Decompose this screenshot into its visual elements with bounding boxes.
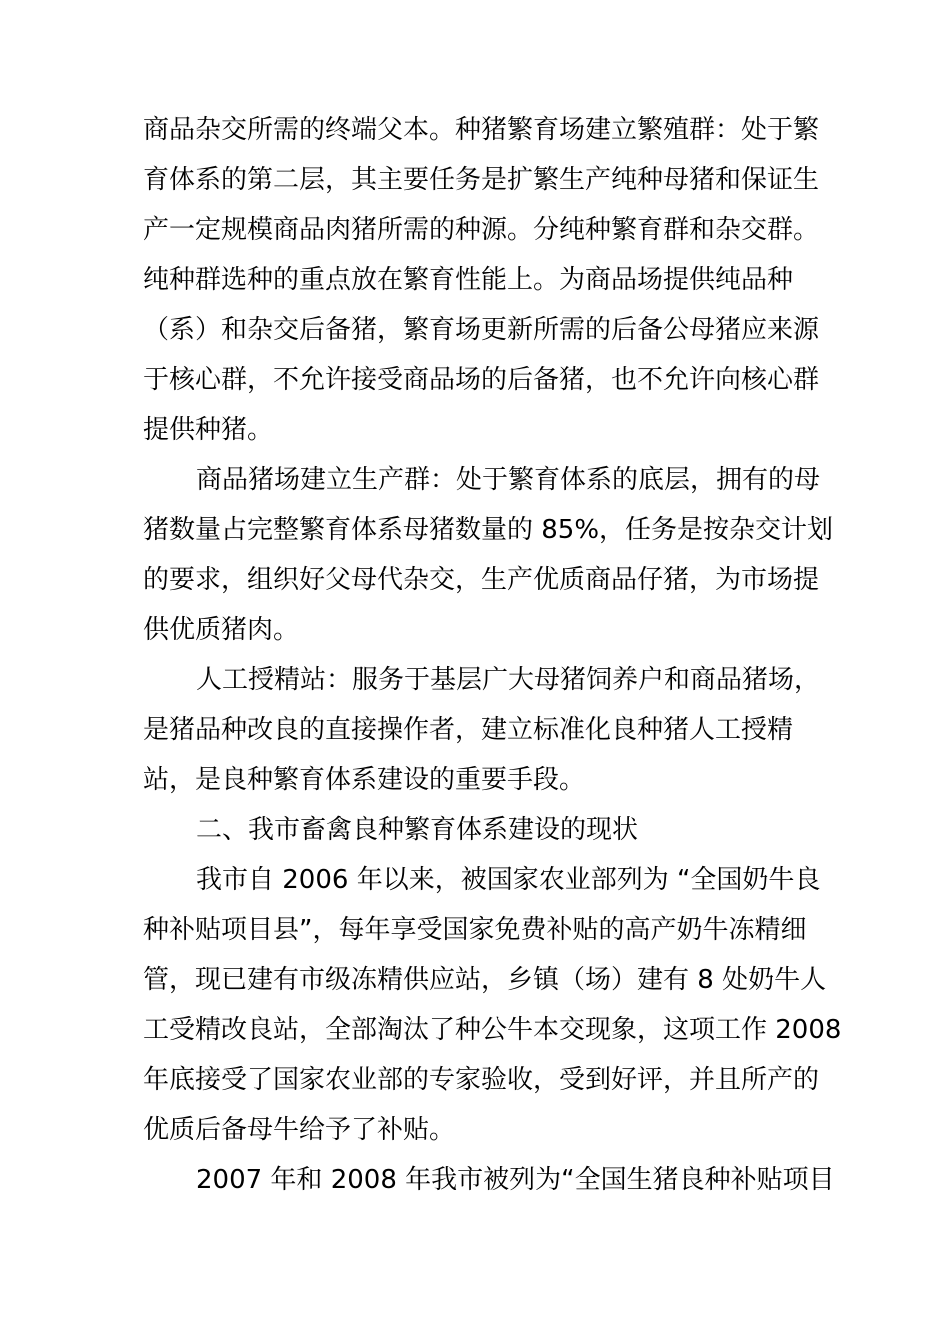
text-line bbox=[0, 1105, 950, 1155]
section-heading bbox=[0, 805, 950, 855]
line-text: 商品猪场建立生产群：处于繁育体系的底层，拥有的母 bbox=[196, 465, 821, 495]
text-line bbox=[0, 905, 950, 955]
text-line bbox=[0, 605, 950, 655]
line-text: 提供种猪。 bbox=[143, 415, 274, 445]
line-text: 产一定规模商品肉猪所需的种源。分纯种繁育群和杂交群。 bbox=[143, 215, 820, 245]
line-text: 种补贴项目县”，每年享受国家免费补贴的高产奶牛冻精细 bbox=[143, 915, 807, 945]
text-line bbox=[0, 1155, 950, 1205]
line-text: 供优质猪肉。 bbox=[143, 615, 300, 645]
text-line bbox=[0, 555, 950, 605]
line-text: 是猪品种改良的直接操作者，建立标准化良种猪人工授精 bbox=[143, 715, 794, 745]
line-text: 人工授精站：服务于基层广大母猪饲养户和商品猪场， bbox=[196, 665, 821, 695]
line-text: 于核心群，不允许接受商品场的后备猪，也不允许向核心群 bbox=[143, 365, 820, 395]
text-line bbox=[0, 455, 950, 505]
line-text: 工受精改良站，全部淘汰了种公牛本交现象，这项工作 2008 bbox=[143, 1015, 842, 1045]
line-text: 猪数量占完整繁育体系母猪数量的 85%，任务是按杂交计划 bbox=[143, 515, 834, 545]
line-text: 年底接受了国家农业部的专家验收，受到好评，并且所产的 bbox=[143, 1065, 820, 1095]
text-line bbox=[0, 355, 950, 405]
line-text: 优质后备母牛给予了补贴。 bbox=[143, 1115, 456, 1145]
text-line bbox=[0, 205, 950, 255]
text-line bbox=[0, 755, 950, 805]
text-line bbox=[0, 855, 950, 905]
text-line bbox=[0, 105, 950, 155]
text-line bbox=[0, 155, 950, 205]
text-line bbox=[0, 305, 950, 355]
line-text: 商品杂交所需的终端父本。种猪繁育场建立繁殖群：处于繁 bbox=[143, 115, 820, 145]
line-text: 纯种群选种的重点放在繁育性能上。为商品场提供纯品种 bbox=[143, 265, 794, 295]
text-line bbox=[0, 1055, 950, 1105]
line-text: 的要求，组织好父母代杂交，生产优质商品仔猪，为市场提 bbox=[143, 565, 820, 595]
text-line bbox=[0, 705, 950, 755]
line-text: 站，是良种繁育体系建设的重要手段。 bbox=[143, 765, 586, 795]
text-line bbox=[0, 505, 950, 555]
text-line bbox=[0, 955, 950, 1005]
text-line bbox=[0, 655, 950, 705]
line-text: 育体系的第二层，其主要任务是扩繁生产纯种母猪和保证生 bbox=[143, 165, 820, 195]
text-line bbox=[0, 405, 950, 455]
line-text: 二、我市畜禽良种繁育体系建设的现状 bbox=[196, 815, 639, 845]
text-line bbox=[0, 1005, 950, 1055]
line-text: 我市自 2006 年以来，被国家农业部列为 “全国奶牛良 bbox=[196, 865, 821, 895]
line-text: 管，现已建有市级冻精供应站，乡镇（场）建有 8 处奶牛人 bbox=[143, 965, 827, 995]
line-text: （系）和杂交后备猪，繁育场更新所需的后备公母猪应来源 bbox=[143, 315, 820, 345]
line-text: 2007 年和 2008 年我市被列为“全国生猪良种补贴项目 bbox=[196, 1165, 835, 1195]
text-line bbox=[0, 255, 950, 305]
